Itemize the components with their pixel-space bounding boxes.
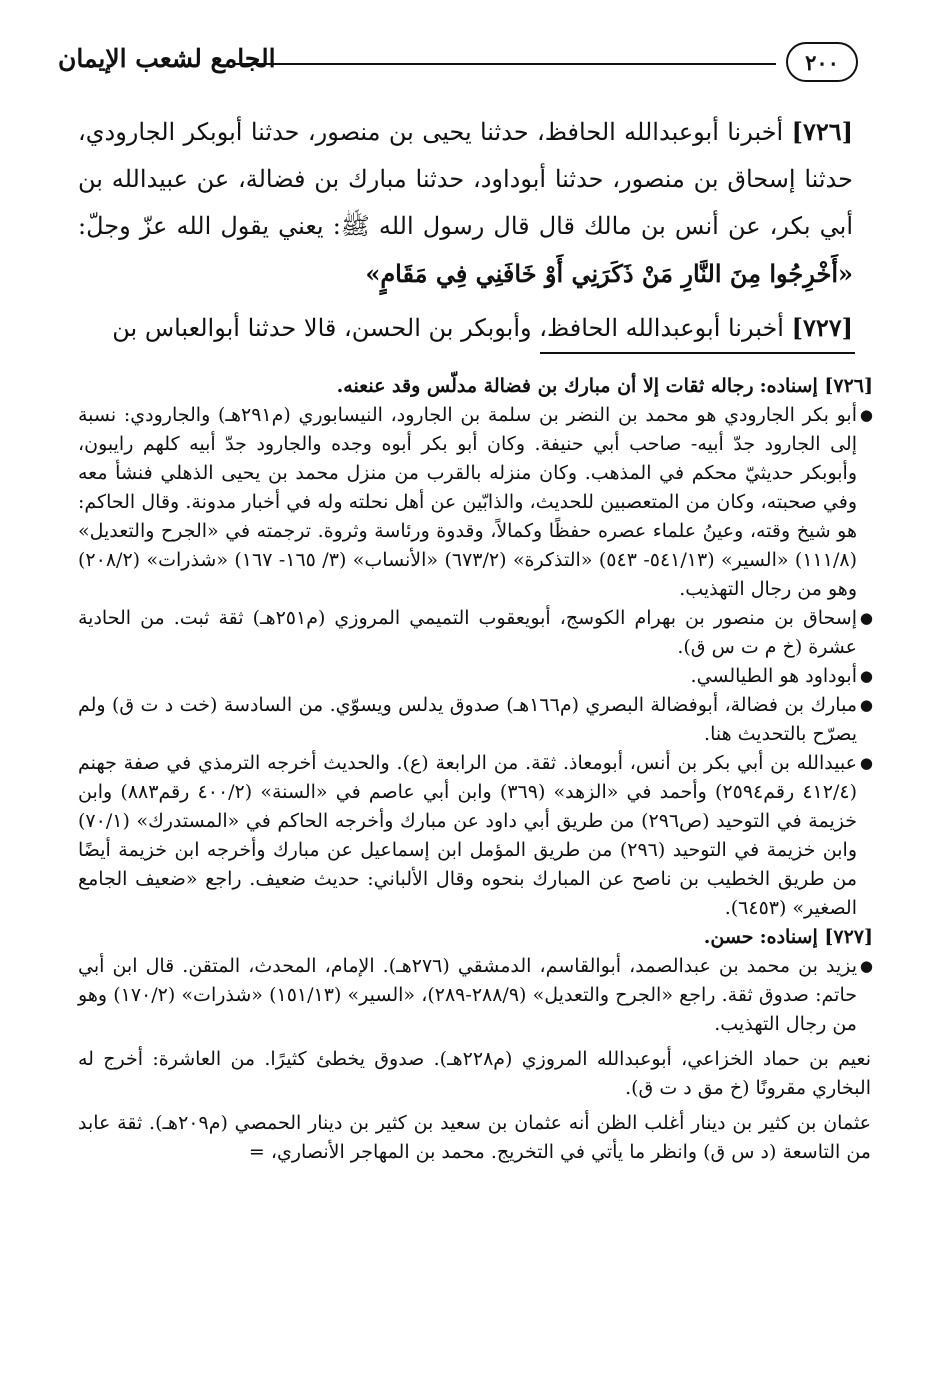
bullet-icon: ● [859, 667, 873, 685]
hadith-727 [78, 304, 853, 352]
list-item-text: مبارك بن فضالة، أبوفضالة البصري (م١٦٦هـ) صدوق يدلس ويسوّي. من السادسة (خت د ت ق) ولم يصرّح بالتحديث هنا. [78, 694, 857, 745]
list-item-text: يزيد بن محمد بن عبدالصمد، أبوالقاسم، الدمشقي (٢٧٦هـ). الإمام، المحدث، المتقن. قال ابن أبي حاتم: صدوق ثقة. راجع «الجرح والتعديل» (٢٨٨/٩-٢٨٩)، «السير» (١٥١/١٣) «شذرات» (١٧٠/٢) وهو من رجال التهذيب. [78, 955, 858, 1035]
narrator-entry: عثمان بن كثير بن دينار أغلب الظن أنه عثمان بن سعيد بن كثير بن دينار الحمصي (م٢٠٩هـ). ثقة عابد من التاسعة (د س ق) وانظر ما يأتي في التخريج. محمد بن المهاجر الأنصاري، = [78, 1112, 872, 1163]
note-726-heading [78, 372, 873, 401]
list-item-text: عبيدالله بن أبي بكر بن أنس، أبومعاذ. ثقة. من الرابعة (ع). والحديث أخرجه الترمذي في صفة جهنم (٤١٢/٤ رقم٢٥٩٤) وأحمد في «الزهد» (٣٦٩) وابن أبي عاصم في «السنة» (٤٠٠/٢ رقم٨٨٣) وابن خزيمة في التوحيد (ص٢٩٦) من طريق أبي داود عن مبارك وأخرجه الحاكم في «المستدرك» (٧٠/١) وابن خزيمة في التوحيد (٢٩٦) من طريق المؤمل ابن إسماعيل عن مبارك وأخرجه ابن خزيمة أيضًا من طريق الخطيب بن ناصح عن المبارك بنحوه وقال الألباني: حديث ضعيف. راجع «ضعيف الجامع الصغير» (٦٤٥٣). [78, 752, 858, 919]
list-item-text: إسحاق بن منصور بن بهرام الكوسج، أبويعقوب التميمي المروزي (م٢٥١هـ) ثقة ثبت. من الحادية عشرة (خ م ت س ق). [78, 607, 857, 658]
note-verdict: حسن. [703, 926, 754, 948]
bullet-icon: ● [859, 406, 873, 424]
list-item [78, 749, 873, 923]
bullet-icon: ● [859, 609, 873, 627]
note-label: [٧٢٦] إسناده: [759, 375, 873, 397]
list-item-text: أبو بكر الجارودي هو محمد بن النضر بن سلمة بن الجارود، النيسابوري (م٢٩١هـ) والجارودي: نسبة إلى الجارود جدّ أبيه- صاحب أبي حنيفة. وكان أبو بكر أبوه وجده والجارود جدّ أبيه كلهم رايبون، وأبوبكر حديثيّ محكم في المذهب. وكان منزله بالقرب من منزل محمد بن يحيى الذهلي فنشأ معه وفي صحبته، وكان من المتعصبين للحديث، والذابّين عن أهل نحلته وله في أخبار مدونة. وقال الحاكم: هو شيخ وقته، وعينُ علماء عصره حفظًا وكمالاً، وقدوة ورئاسة وثروة. ترجمته في «الجرح والتعديل» (١١١/٨) «السير» (٥٤١/١٣- ٥٤٣) «التذكرة» (٦٧٣/٢) «الأنساب» (٣/ ١٦٥- ١٦٧) «شذرات» (٢٠٨/٢) وهو من رجال التهذيب. [78, 404, 857, 600]
hadith-text: أخبرنا أبوعبدالله الحافظ، وأبوبكر بن الحسن، قالا حدثنا أبوالعباس بن [112, 314, 784, 342]
list-item [78, 401, 873, 604]
book-title: الجامع لشعب الإيمان [58, 44, 276, 73]
list-item [78, 662, 873, 691]
page-number: ٢٠٠ [786, 42, 858, 82]
note-727-heading [78, 923, 873, 952]
list-item [78, 691, 873, 749]
hadith-quote: «أَخْرِجُوا مِنَ النَّارِ مَنْ ذَكَرَنِي أَوْ خَافَنِي فِي مَقَامٍ» [365, 259, 853, 288]
list-item [78, 952, 873, 1039]
list-item [78, 604, 873, 662]
main-text [78, 108, 853, 352]
footnote-separator [540, 352, 855, 354]
note-verdict: رجاله ثقات إلا أن مبارك بن فضالة مدلّس وقد عنعنه. [336, 375, 754, 397]
note-726-list [78, 401, 873, 923]
hadith-number: [٧٢٧] [791, 313, 853, 342]
note-727-list [78, 952, 873, 1039]
narrator-entry: نعيم بن حماد الخزاعي، أبوعبدالله المروزي (م٢٢٨هـ). صدوق يخطئ كثيرًا. من العاشرة: أخرج له البخاري مقرونًا (خ مق د ت ق). [78, 1048, 871, 1099]
bullet-icon: ● [859, 957, 873, 975]
list-item-text: أبوداود هو الطيالسي. [690, 665, 857, 687]
page-header [58, 40, 858, 90]
hadith-text: أخبرنا أبوعبدالله الحافظ، حدثنا يحيى بن منصور، حدثنا أبوبكر الجارودي، حدثنا إسحاق بن منصور، حدثنا أبوداود، حدثنا مبارك بن فضالة، عن عبيدالله بن أبي بكر، عن أنس بن مالك قال قال رسول الله ﷺ: يعني يقول الله عزّ وجلّ: [78, 118, 853, 240]
bullet-icon: ● [859, 696, 873, 714]
header-rule [233, 63, 776, 65]
note-label: [٧٢٧] إسناده: [759, 926, 873, 948]
bullet-icon: ● [859, 754, 873, 772]
footnotes [78, 372, 873, 1167]
hadith-number: [٧٢٦] [791, 117, 853, 146]
hadith-726 [78, 108, 853, 298]
